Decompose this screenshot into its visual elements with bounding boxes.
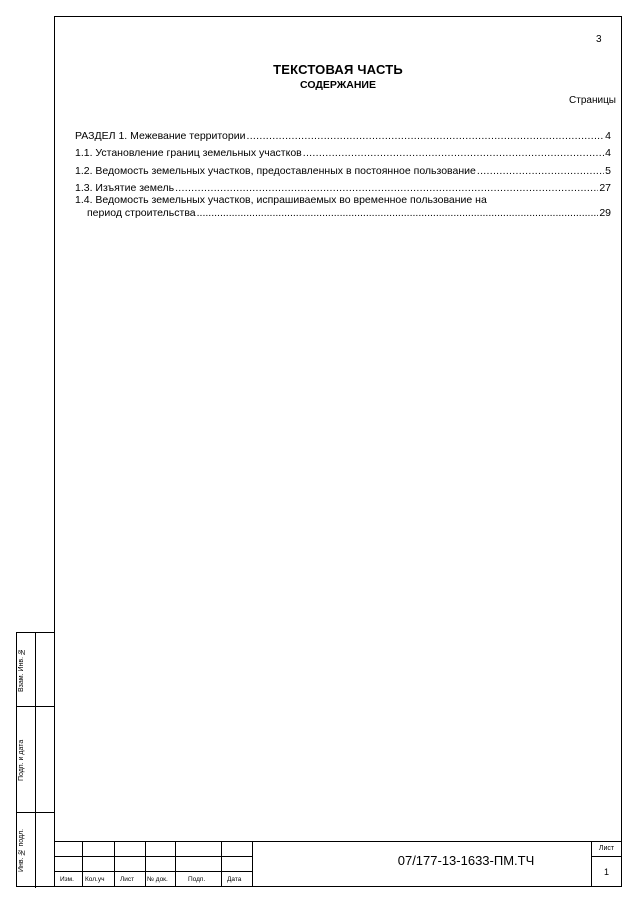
toc-entry-title: 1.4. Ведомость земельных участков, испрашиваемых во временное пользование на <box>75 194 487 206</box>
sheet-label: Лист <box>598 845 615 852</box>
toc-entry-page: 5 <box>605 164 611 177</box>
stamp-col-kol: Кол.уч <box>85 876 105 883</box>
stamp-col-izm: Изм. <box>60 876 74 883</box>
toc-entry-page: 4 <box>605 147 611 159</box>
pages-column-label: Страницы <box>569 95 616 106</box>
toc-entry-page: 27 <box>599 182 611 194</box>
table-of-contents <box>75 124 611 220</box>
side-label-vzam: Взам. Инв. № <box>18 648 25 692</box>
toc-entry-title-continued: период строительства <box>87 207 196 219</box>
toc-entry-page: 4 <box>605 129 611 142</box>
side-stamp-strip <box>16 632 54 887</box>
stamp-col-list: Лист <box>120 876 135 883</box>
sheet-number: 1 <box>603 867 609 877</box>
toc-leader <box>246 130 604 142</box>
toc-leader <box>477 165 604 177</box>
toc-entry[interactable] <box>75 142 611 160</box>
toc-entry[interactable] <box>75 177 611 195</box>
side-label-podp: Подп. и дата <box>18 739 25 781</box>
page-number: 3 <box>596 34 602 45</box>
toc-entry-title: 1.3. Изъятие земель <box>75 182 175 194</box>
toc-leader <box>197 207 599 220</box>
toc-leader <box>303 147 604 159</box>
toc-entry-title: 1.1. Установление границ земельных участков <box>75 147 302 159</box>
stamp-col-date: Дата <box>227 876 242 883</box>
stamp-col-podp: Подп. <box>188 876 206 883</box>
toc-entry-page: 29 <box>599 207 611 219</box>
toc-entry[interactable] <box>75 124 611 142</box>
toc-entry-title: РАЗДЕЛ 1. Межевание территории <box>75 129 246 142</box>
toc-entry[interactable] <box>75 159 611 177</box>
stamp-col-doc: № док. <box>147 876 168 883</box>
title-block <box>54 841 622 887</box>
section-title: ТЕКСТОВАЯ ЧАСТЬ <box>273 62 403 77</box>
contents-heading: СОДЕРЖАНИЕ <box>300 79 376 91</box>
toc-entry-title: 1.2. Ведомость земельных участков, предоставленных в постоянное пользование <box>75 164 476 177</box>
side-label-inv: Инв. № подл. <box>18 828 25 873</box>
toc-entry[interactable] <box>75 194 611 220</box>
document-code: 07/177-13-1633-ПМ.ТЧ <box>397 853 535 868</box>
toc-leader <box>175 182 598 194</box>
